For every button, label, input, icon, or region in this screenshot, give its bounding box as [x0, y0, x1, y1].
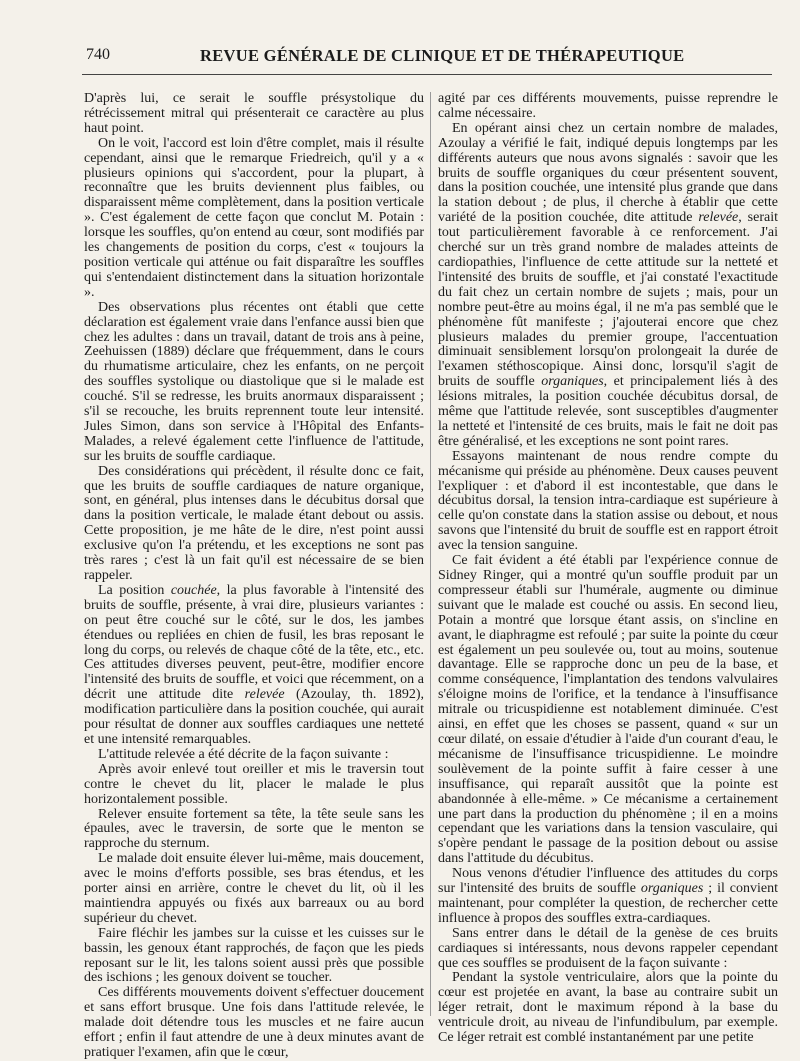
- right-column: [438, 92, 778, 1046]
- page-number: 740: [86, 46, 110, 63]
- text-run: (Azoulay, th. 1892), modification particulière dans la position couchée, qui aurait pour résultat de donner aux souffles cardiaques une netteté et une intensité remarquables.: [84, 687, 425, 747]
- paragraph: Le malade doit ensuite élever lui-même, mais doucement, avec le moins d'efforts possible, ses bras étendus, et les porter ainsi en arrière, contre le chevet du lit, où il les maintiendra appuyés ou fixés aux barreaux ou au bord supérieur du chevet.: [84, 851, 424, 926]
- column-divider: [430, 92, 431, 1016]
- text-run: Nous venons d'étudier l'influence des attitudes du corps sur l'intensité des bruits de souffle: [438, 866, 778, 897]
- text-run: La position: [98, 582, 171, 598]
- emphasis: organiques: [640, 881, 704, 897]
- paragraph: Des considérations qui précèdent, il résulte donc ce fait, que les bruits de souffle cardiaques de nature organique, sont, en général, plus intenses dans le décubitus dorsal que dans la position verticale, le malade étant debout ou assis. Cette proposition, je me hâte de le dire, n'est point aussi exclusive qu'on l'a prétendu, et les exceptions ne sont pas très rares ; c'est là un fait qu'il est nécessaire de se bien rappeler.: [84, 463, 424, 583]
- text-run: , serait tout particulièrement favorable à ce renforcement. J'ai cherché sur un très grand nombre de malades atteints de cardiopathies, l'influence de cette attitude sur la netteté et l'intensité des bruits de souffle, et j'ai constaté l'exactitude du fait chez un certain nombre de sujets ; mais, pour un nombre peut-être au moins égal, il ne m'a pas semblé que le phénomène fût manifeste ; j'ajouterai encore que chez plusieurs malades du premier groupe, l'accentuation diminuait sensiblement lorsqu'on prolongeait la durée de l'examen stéthoscopique. Ainsi donc, lorsqu'il s'agit de bruits de souffle: [438, 210, 778, 390]
- emphasis: couchée: [170, 582, 217, 598]
- text-run: En opérant ainsi chez un certain nombre de malades, Azoulay a vérifié le fait, indiqué depuis longtemps par les différents auteurs que nous avons signalés : savoir que les bruits de souffle organiques du cœur présentent souvent, dans la position couchée, une intensité plus grande que dans la station debout ; de plus, il cherche à établir que cette variété de la position couchée, dite attitude: [438, 120, 778, 226]
- paragraph: Relever ensuite fortement sa tête, la tête seule sans les épaules, avec le traversin, de sorte que le menton se rapproche du sternum.: [84, 806, 424, 852]
- page-header: [80, 44, 760, 68]
- paragraph: [84, 584, 424, 748]
- paragraph: Des observations plus récentes ont établi que cette déclaration est également vraie dans l'enfance aussi bien que chez les adultes : dans un travail, datant de trois ans à peine, Zeehuissen (1889) déclare que fréquemment, dans le cours du rhumatisme articulaire, chez les enfants, on ne perçoit des souffles systolique ou diastolique que si le malade est couché. S'il se redresse, les bruits anormaux disparaissent ; s'il se recouche, les bruits reprennent toute leur intensité. Jules Simon, dans son service à l'Hôpital des Enfants-Malades, a relevé également cette l'influence de l'attitude, sur les bruits de souffle cardiaque.: [84, 299, 424, 464]
- text-run: , et principalement liés à des lésions mitrales, la position couchée décubitus dorsal, de même que l'attitude relevée, sont susceptibles d'augmenter la netteté et l'intensité de ces bruits, mais le fait ne doit pas être généralisé, et les exceptions ne sont point rares.: [438, 374, 778, 449]
- paragraph: On le voit, l'accord est loin d'être complet, mais il résulte cependant, ainsi que le remarque Friedreich, qu'il y a « plusieurs opinions qui s'accordent, pour la plupart, à reconnaître que les bruits deviennent plus faibles, ou disparaissent même complètement, dans la position verticale ». C'est également de cette façon que conclut M. Potain : lorsque les souffles, qu'on entend au cœur, sont modifiés par les changements de position du corps, c'est « toujours la position verticale qui atténue ou fait disparaître les souffles qui s'entendaient distinctement dans la situation horizontale ».: [84, 135, 424, 300]
- paragraph: Ce fait évident a été établi par l'expérience connue de Sidney Ringer, qui a montré qu'un souffle produit par un compresseur établi sur l'humérale, augmente ou diminue suivant que le malade est couché ou assis. En second lieu, Potain a montré que lorsque étant assis, on s'incline en avant, le diaphragme est refoulé ; par suite la pointe du cœur est également un peu soulevée ou, tout au moins, soutenue davantage. Elle se rapproche donc un peu de la base, et comme conséquence, l'implantation des tendons valvulaires s'éloigne moins de l'orifice, et la tendance à l'insuffisance mitrale ou tricuspidienne est notablement diminuée. C'est ainsi, en effet que les choses se passent, quand « sur un cœur dilaté, on essaie d'étudier à l'aide d'un courant d'eau, le mécanisme de l'insuffisance tricuspidienne. Le moindre soulèvement de la pointe suffit à faire cesser à une insuffisance, qui reparaît aussitôt que la pointe est abandonnée à elle-même. » Ce mécanisme a certainement une part dans la production du phénomène ; il en a moins cependant que les variations dans la tension vasculaire, qui s'opère pendant le passage de la position debout ou assise dans l'attitude du décubitus.: [438, 553, 778, 867]
- paragraph: [438, 867, 778, 927]
- paragraph: agité par ces différents mouvements, puisse reprendre le calme nécessaire.: [438, 91, 778, 121]
- header-rule: [82, 74, 772, 75]
- emphasis: relevée: [698, 210, 739, 226]
- paragraph: D'après lui, ce serait le souffle présystolique du rétrécissement mitral qui présenterait ce caractère au plus haut point.: [84, 91, 424, 136]
- paragraph: [438, 122, 778, 450]
- left-column: [84, 92, 424, 1061]
- paragraph: Essayons maintenant de nous rendre compte du mécanisme qui préside au phénomène. Deux causes peuvent l'expliquer : et d'abord il est incontestable, que dans le décubitus dorsal, la tension intra-cardiaque est supérieure à celle qu'on constate dans la station assise ou debout, et nous savons que l'intensité du bruit de souffle est en rapport étroit avec la tension sanguine.: [438, 448, 778, 554]
- text-run: , la plus favorable à l'intensité des bruits de souffle, présente, à vrai dire, plusieurs variantes : on peut être couché sur le côté, sur le dos, les jambes étendues ou repliées en chien de fusil, les bras reposant le long du corps, ou relevés de chaque côté de la tête, etc., etc. Ces attitudes diverses peuvent, peut-être, modifier encore l'intensité des bruits de souffle, et voici que récemment, on a décrit une attitude dite: [84, 582, 424, 703]
- paragraph: Ces différents mouvements doivent s'effectuer doucement et sans effort brusque. Une fois dans l'attitude relevée, le malade doit détendre tous les muscles et ne faire aucun effort ; enfin il faut attendre de une à deux minutes avant de pratiquer l'examen, afin que le cœur,: [84, 985, 424, 1060]
- journal-title: REVUE GÉNÉRALE DE CLINIQUE ET DE THÉRAPEUTIQUE: [200, 46, 685, 65]
- paragraph: Sans entrer dans le détail de la genèse de ces bruits cardiaques si intéressants, nous devons rappeler cependant que ces souffles se produisent de la façon suivante :: [438, 925, 778, 971]
- paragraph: Faire fléchir les jambes sur la cuisse et les cuisses sur le bassin, les genoux étant rapprochés, de façon que les pieds reposant sur le lit, les talons soient aussi près que possible des ischions ; les genoux doivent se toucher.: [84, 925, 424, 986]
- paragraph: Pendant la systole ventriculaire, alors que la pointe du cœur est projetée en avant, la base au contraire subit un léger retrait, dont le maximum répond à la base du ventricule droit, au niveau de l'infundibulum, par exemple. Ce léger retrait est comblé instantanément par une petite: [438, 970, 778, 1046]
- paragraph: L'attitude relevée a été décrite de la façon suivante :: [98, 746, 389, 762]
- paragraph: Après avoir enlevé tout oreiller et mis le traversin tout contre le chevet du lit, placer le malade le plus horizontalement possible.: [84, 761, 424, 807]
- emphasis: organiques: [541, 374, 604, 390]
- emphasis: relevée: [244, 687, 285, 703]
- text-run: ; il convient maintenant, pour compléter la question, de rechercher cette influence à propos des souffles extra-cardiaques.: [438, 881, 778, 926]
